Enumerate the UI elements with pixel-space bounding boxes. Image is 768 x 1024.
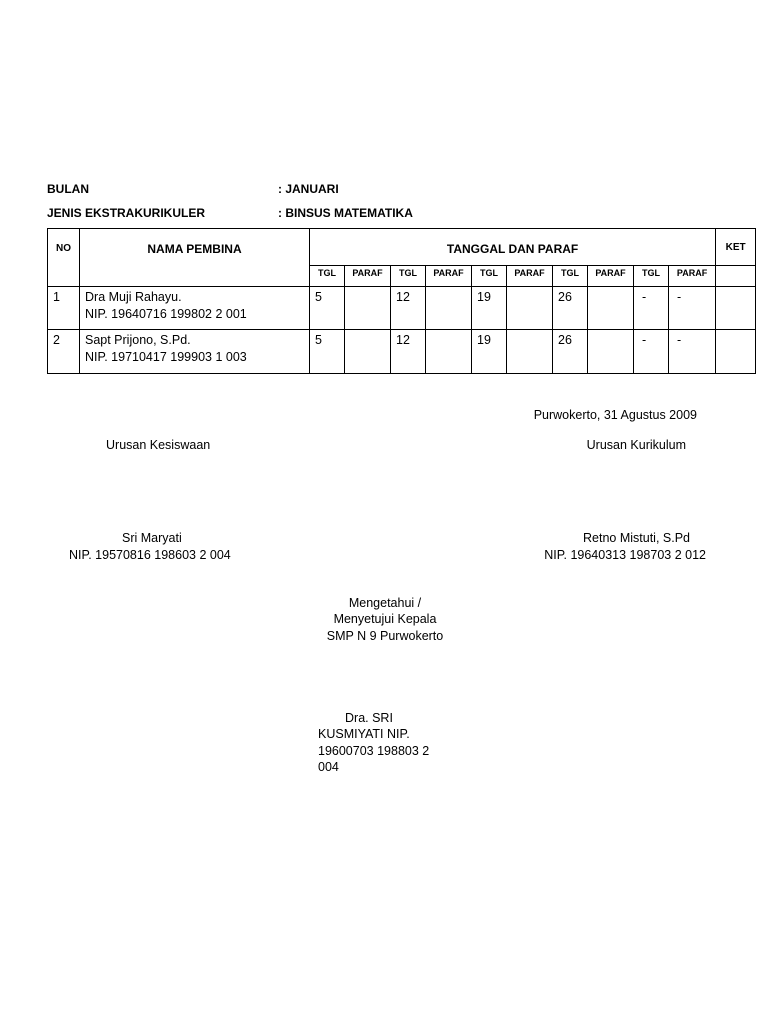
col-nama-header: NAMA PEMBINA — [80, 229, 310, 287]
row-pembina — [80, 330, 310, 374]
bulan-value: : JANUARI — [278, 182, 339, 196]
left-signatory-title: Urusan Kesiswaan — [106, 438, 211, 452]
col-no-header: NO — [48, 229, 80, 287]
tgl-cell: 12 — [391, 287, 426, 330]
sub-paraf-1: PARAF — [345, 266, 391, 287]
sub-paraf-3: PARAF — [507, 266, 553, 287]
sub-paraf-5: PARAF — [669, 266, 716, 287]
col-ket-header: KET — [716, 229, 756, 266]
pembina-name: Sapt Prijono, S.Pd. — [85, 333, 191, 347]
ket-cell — [716, 287, 756, 330]
head-name-line-1: Dra. SRI — [345, 711, 393, 725]
sub-paraf-2: PARAF — [426, 266, 472, 287]
sub-tgl-4: TGL — [553, 266, 588, 287]
sub-paraf-4: PARAF — [588, 266, 634, 287]
tgl-cell: 5 — [310, 330, 345, 374]
pembina-nip: NIP. 19710417 199903 1 003 — [85, 350, 247, 364]
right-signatory-nip: NIP. 19640313 198703 2 012 — [544, 548, 706, 562]
sub-tgl-1: TGL — [310, 266, 345, 287]
table-row — [48, 287, 756, 330]
left-signatory-name: Sri Maryati — [122, 531, 182, 545]
paraf-cell: - — [669, 287, 716, 330]
tgl-cell: 19 — [472, 330, 507, 374]
bulan-label: BULAN — [47, 182, 89, 196]
right-signatory-title: Urusan Kurikulum — [586, 438, 686, 452]
table-row — [48, 330, 756, 374]
approval-line-1: Mengetahui / — [348, 596, 422, 610]
tgl-cell: 19 — [472, 287, 507, 330]
tgl-cell: 26 — [553, 287, 588, 330]
jenis-value: : BINSUS MATEMATIKA — [278, 206, 413, 220]
left-signatory-nip: NIP. 19570816 198603 2 004 — [69, 548, 231, 562]
paraf-cell — [426, 287, 472, 330]
approval-line-3: SMP N 9 Purwokerto — [326, 629, 444, 643]
paraf-cell — [507, 330, 553, 374]
tgl-cell: 5 — [310, 287, 345, 330]
sub-tgl-2: TGL — [391, 266, 426, 287]
paraf-cell — [345, 287, 391, 330]
row-no: 1 — [48, 287, 80, 330]
sub-ket — [716, 266, 756, 287]
right-signatory-name: Retno Mistuti, S.Pd — [583, 531, 690, 545]
tgl-cell: - — [634, 330, 669, 374]
pembina-name: Dra Muji Rahayu. — [85, 290, 182, 304]
approval-line-2: Menyetujui Kepala — [333, 612, 437, 626]
sub-tgl-3: TGL — [472, 266, 507, 287]
tgl-cell: 26 — [553, 330, 588, 374]
tgl-cell: 12 — [391, 330, 426, 374]
place-date: Purwokerto, 31 Agustus 2009 — [533, 408, 697, 422]
ket-cell — [716, 330, 756, 374]
row-pembina — [80, 287, 310, 330]
tgl-cell: - — [634, 287, 669, 330]
head-name-line-2: KUSMIYATI NIP. — [318, 727, 410, 741]
row-no: 2 — [48, 330, 80, 374]
col-tanggal-header: TANGGAL DAN PARAF — [310, 229, 716, 266]
paraf-cell — [588, 287, 634, 330]
paraf-cell — [507, 287, 553, 330]
head-nip-line-1: 19600703 198803 2 — [318, 744, 430, 758]
sub-tgl-5: TGL — [634, 266, 669, 287]
jenis-label: JENIS EKSTRAKURIKULER — [47, 206, 206, 220]
paraf-cell — [588, 330, 634, 374]
paraf-cell: - — [669, 330, 716, 374]
schedule-table — [47, 228, 756, 374]
paraf-cell — [426, 330, 472, 374]
paraf-cell — [345, 330, 391, 374]
pembina-nip: NIP. 19640716 199802 2 001 — [85, 307, 247, 321]
head-nip-line-2: 004 — [318, 760, 339, 774]
